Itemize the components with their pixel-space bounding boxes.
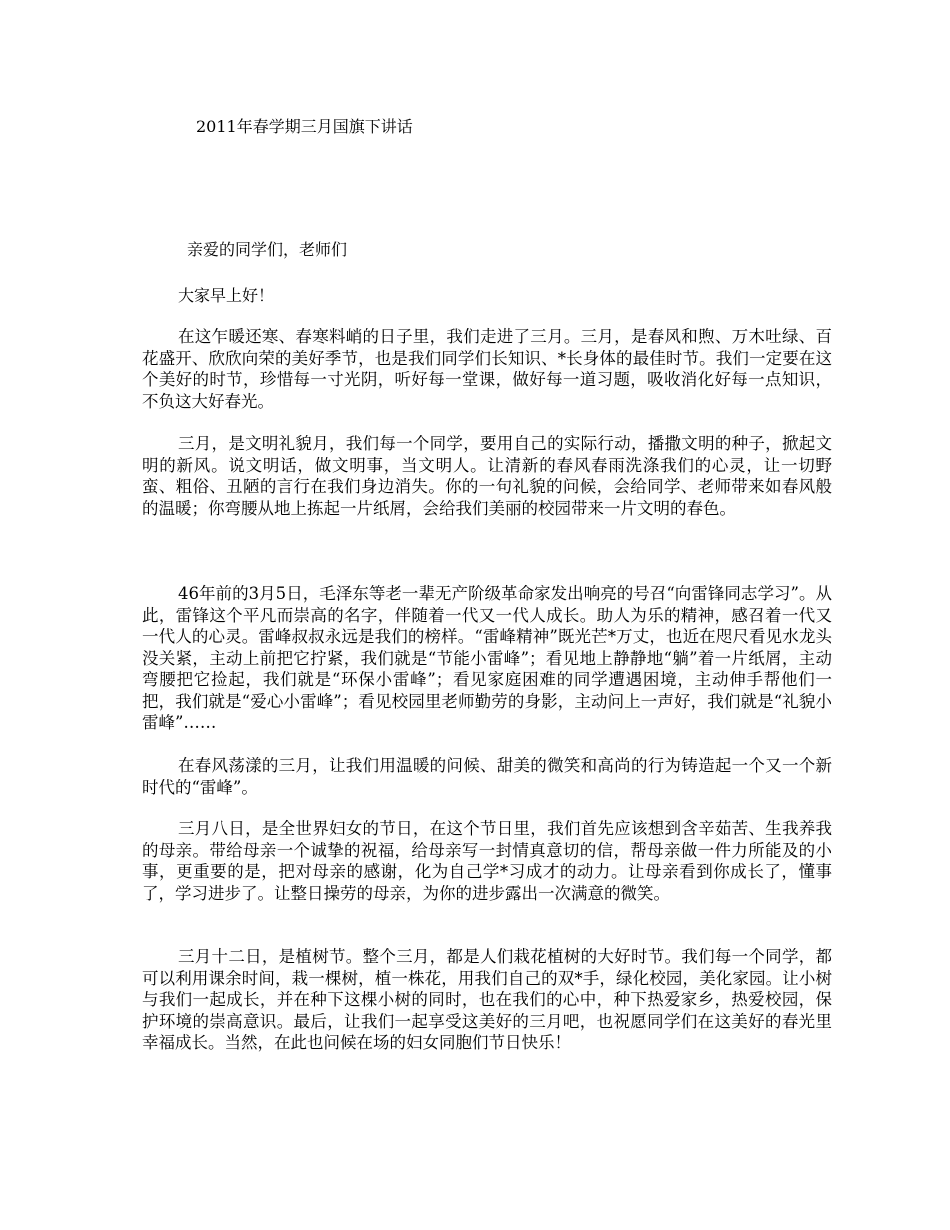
greeting-line: 亲爱的同学们，老师们 bbox=[187, 240, 348, 259]
paragraph-new-era-leifeng: 在春风荡漾的三月，让我们用温暖的问候、甜美的微笑和高尚的行为铸造起一个又一个新时代的“雷峰”。 bbox=[142, 756, 832, 797]
paragraph-learn-from-leifeng: 46年前的3月5日，毛泽东等老一辈无产阶级革命家发出响亮的号召“向雷锋同志学习”。从此，雷锋这个平凡而崇高的名字，伴随着一代又一代人成长。助人为乐的精神，感召着一代又一代人的心灵。雷峰叔叔永远是我们的榜样。“雷峰精神”既光芒*万丈，也近在咫尺看见水龙头没关紧，主动上前把它拧紧，我们就是“节能小雷峰”；看见地上静静地“躺”着一片纸屑，主动弯腰把它捡起，我们就是“环保小雷峰”；看见家庭困难的同学遭遇困境，主动伸手帮他们一把，我们就是“爱心小雷峰”；看见校园里老师勤劳的身影，主动问上一声好，我们就是“礼貌小雷峰”…… bbox=[142, 584, 832, 732]
paragraph-arbor-day: 三月十二日，是植树节。整个三月，都是人们栽花植树的大好时节。我们每一个同学，都可以利用课余时间，栽一棵树，植一株花，用我们自己的双*手，绿化校园，美化家园。让小树与我们一起成长，并在种下这棵小树的同时，也在我们的心中，种下热爱家乡，热爱校园，保护环境的崇高意识。最后，让我们一起享受这美好的三月吧，也祝愿同学们在这美好的春光里幸福成长。当然，在此也问候在场的妇女同胞们节日快乐！ bbox=[142, 947, 832, 1052]
paragraph-march-spring: 在这乍暖还寒、春寒料峭的日子里，我们走进了三月。三月，是春风和煦、万木吐绿、百花盛开、欣欣向荣的美好季节，也是我们同学们长知识、*长身体的最佳时节。我们一定要在这个美好的时节，珍惜每一寸光阴，听好每一堂课，做好每一道习题，吸收消化好每一点知识，不负这大好春光。 bbox=[142, 327, 832, 411]
paragraph-civility-month: 三月，是文明礼貌月，我们每一个同学，要用自己的实际行动，播撒文明的种子，掀起文明的新风。说文明话，做文明事，当文明人。让清新的春风春雨洗涤我们的心灵，让一切野蛮、粗俗、丑陋的言行在我们身边消失。你的一句礼貌的问候，会给同学、老师带来如春风般的温暖；你弯腰从地上拣起一片纸屑，会给我们美丽的校园带来一片文明的春色。 bbox=[142, 434, 832, 518]
document-title: 2011年春学期三月国旗下讲话 bbox=[196, 117, 413, 136]
salutation-line: 大家早上好！ bbox=[178, 286, 275, 305]
paragraph-womens-day: 三月八日，是全世界妇女的节日，在这个节日里，我们首先应该想到含辛茹苦、生我养我的母亲。带给母亲一个诚挚的祝福，给母亲写一封情真意切的信，帮母亲做一件力所能及的小事，更重要的是，把对母亲的感谢，化为自己学*习成才的动力。让母亲看到你成长了，懂事了，学习进步了。让整日操劳的母亲，为你的进步露出一次满意的微笑。 bbox=[142, 819, 832, 903]
